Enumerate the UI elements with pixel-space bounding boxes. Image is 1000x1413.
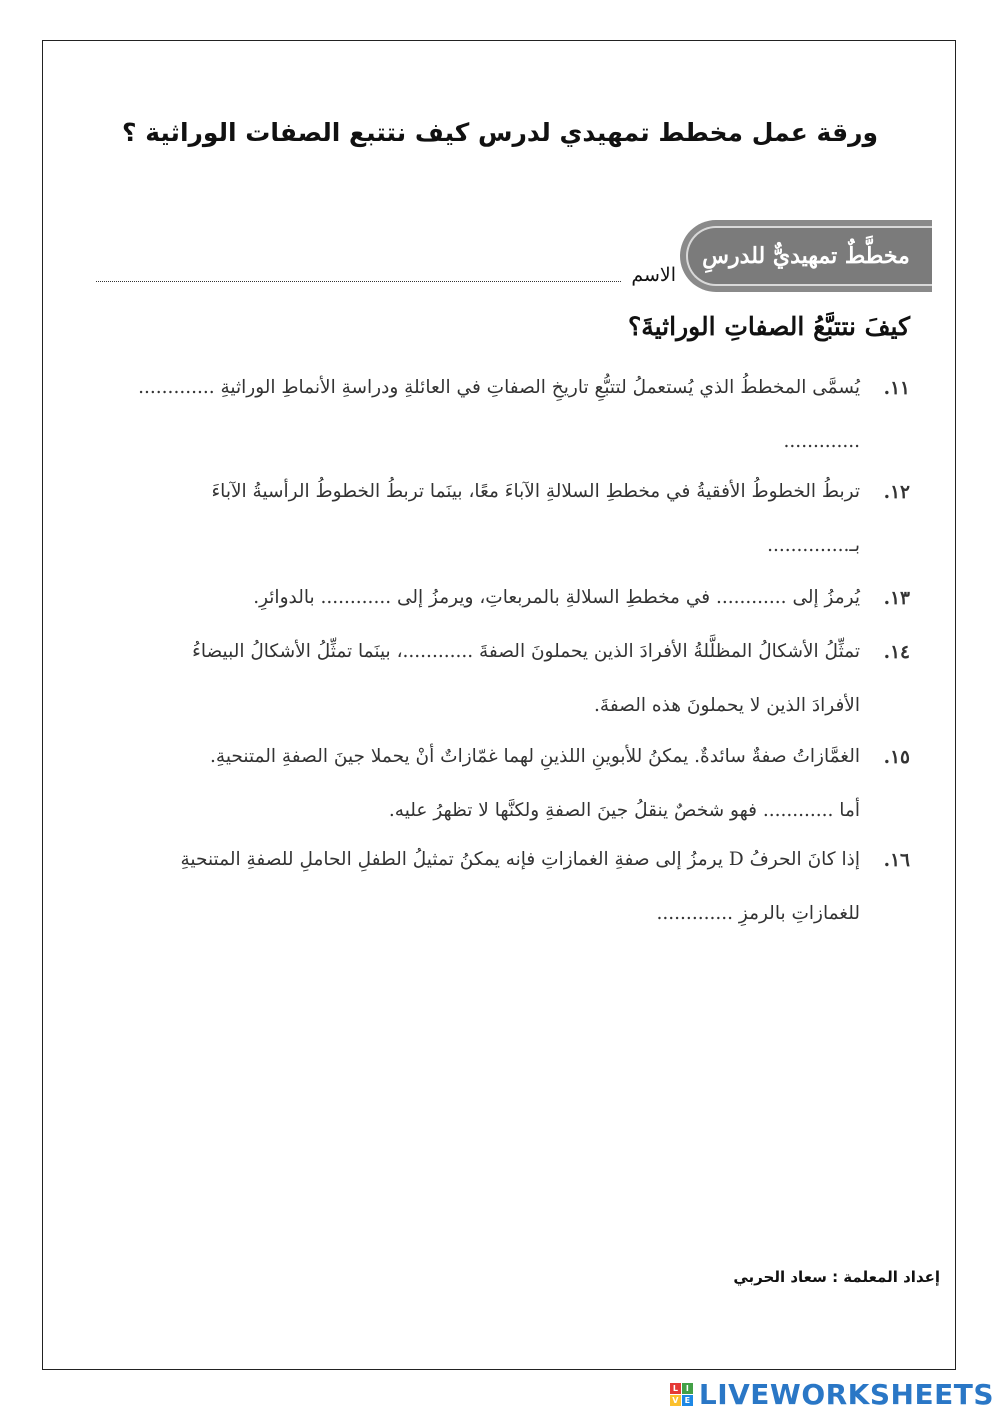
question-text-cont: للغمازاتِ بالرمزِ ............. <box>656 903 860 924</box>
lesson-banner <box>680 220 932 292</box>
logo-letter: I <box>682 1383 693 1394</box>
question-text: تمثِّلُ الأشكالُ المظلَّلةُ الأفرادَ الذين يحملونَ الصفةَ ............، بينَما تمثِّلُ الأشكالُ البيضاءُ <box>192 641 860 662</box>
question-number: ١١. <box>883 378 910 399</box>
question-13 <box>130 588 910 608</box>
liveworksheets-logo-icon <box>670 1383 693 1406</box>
question-number: ١٣. <box>883 588 910 609</box>
question-text-cont: بـ.............. <box>767 535 860 556</box>
lesson-question: كيفَ نتتبَّعُ الصفاتِ الوراثيةَ؟ <box>627 312 910 341</box>
question-number: ١٥. <box>883 747 910 768</box>
question-text-cont: ............. <box>783 431 860 452</box>
question-15 <box>130 747 910 821</box>
logo-letter: E <box>682 1395 693 1406</box>
question-text: الغمَّازاتُ صفةٌ سائدةٌ. يمكنُ للأبوينِ اللذينِ لهما غمّازاتٌ أنْ يحملا جينَ الصفةِ المتنحيةِ. <box>210 746 860 767</box>
question-11 <box>130 378 910 452</box>
logo-letter: L <box>670 1383 681 1394</box>
logo-letter: V <box>670 1395 681 1406</box>
brand-name: LIVEWORKSHEETS <box>698 1377 994 1411</box>
question-number: ١٦. <box>883 850 910 871</box>
worksheet-title: ورقة عمل مخطط تمهيدي لدرس كيف نتتبع الصفات الوراثية ؟ <box>121 118 879 147</box>
banner-label: مخطَّطٌ تمهيديٌّ للدرسِ <box>702 243 910 269</box>
name-input-line[interactable] <box>96 263 621 282</box>
question-text: تربطُ الخطوطُ الأفقيةُ في مخططِ السلالةِ الآباءَ معًا، بينَما تربطُ الخطوطُ الرأسيةُ الآباءَ <box>211 481 860 502</box>
question-16 <box>130 850 910 924</box>
question-text: إذا كانَ الحرفُ D يرمزُ إلى صفةِ الغمازاتِ فإنه يمكنُ تمثيلُ الطفلِ الحاملِ للصفةِ المتنحيةِ <box>180 849 860 870</box>
liveworksheets-brand[interactable] <box>670 1377 994 1411</box>
question-number: ١٤. <box>883 642 910 663</box>
question-text-cont: الأفرادَ الذين لا يحملونَ هذه الصفةَ. <box>594 695 860 716</box>
name-field-row <box>96 256 676 286</box>
name-label: الاسم <box>631 264 676 286</box>
question-text: يُسمَّى المخططُ الذي يُستعملُ لتتبُّعِ تاريخِ الصفاتِ في العائلةِ ودراسةِ الأنماطِ الوراثيةِ ............. <box>138 377 860 398</box>
prepared-by: إعداد المعلمة : سعاد الحربي <box>733 1268 940 1286</box>
question-text: يُرمزُ إلى ............ في مخططِ السلالةِ بالمربعاتِ، ويرمزُ إلى ............ بالدوائرِ. <box>253 587 860 608</box>
question-12 <box>130 482 910 556</box>
question-text-cont: أما ............ فهو شخصٌ ينقلُ جينَ الصفةِ ولكنَّها لا تظهرُ عليه. <box>388 800 860 821</box>
question-number: ١٢. <box>883 482 910 503</box>
question-14 <box>130 642 910 716</box>
